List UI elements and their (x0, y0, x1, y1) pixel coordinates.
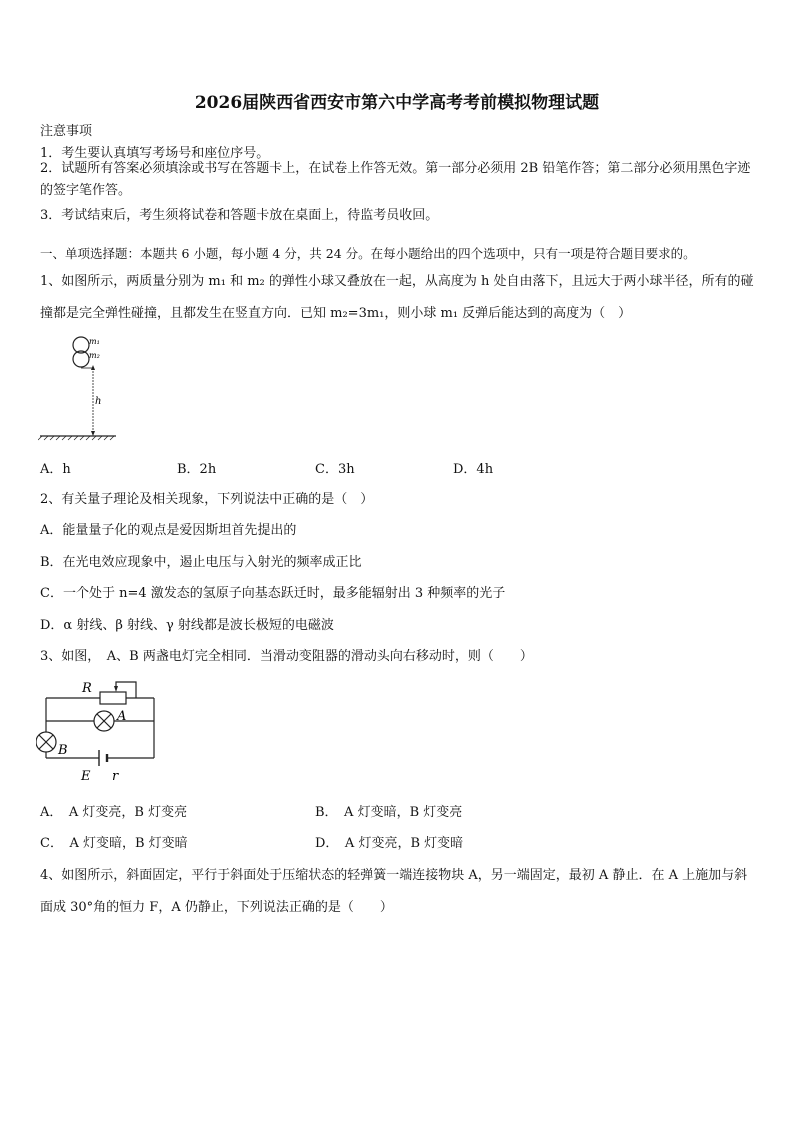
q1-option-c[interactable]: C．3h (315, 462, 355, 477)
q3-option-d[interactable]: D． A 灯变亮，B 灯变暗 (315, 836, 464, 851)
q2-option-c[interactable]: C．一个处于 n=4 激发态的氢原子向基态跃迁时，最多能辐射出 3 种频率的光子 (40, 586, 506, 601)
notice-heading: 注意事项 (40, 124, 93, 139)
m1-label: m₁ (89, 337, 100, 346)
q2-stem: 2、有关量子理论及相关现象，下列说法中正确的是（ ） (40, 492, 374, 507)
q4-stem: 4、如图所示，斜面固定，平行于斜面处于压缩状态的轻弹簧一端连接物块 A，另一端固定，最初 A 静止．在 A 上施加与斜面成 30°角的恒力 F，A 仍静止，下列说法正确的是（ ） (40, 868, 748, 915)
internal-r-label: r (112, 769, 119, 784)
q1-option-d[interactable]: D．4h (453, 462, 494, 477)
resistor-r (100, 692, 126, 704)
page-title: 2026届陕西省西安市第六中学高考考前模拟物理试题 (194, 93, 600, 113)
q1-option-a[interactable]: A．h (40, 462, 71, 477)
q1-option-b[interactable]: B．2h (177, 462, 217, 477)
q2-option-d[interactable]: D．α 射线、β 射线、γ 射线都是波长极短的电磁波 (40, 618, 334, 633)
e-label: E (81, 769, 91, 784)
notice-item-1: 1．考生要认真填写考场号和座位序号。 (40, 146, 270, 161)
q3-option-b[interactable]: B． A 灯变暗，B 灯变亮 (315, 805, 463, 820)
q3-circuit-figure (36, 676, 161, 786)
q3-option-a[interactable]: A． A 灯变亮，B 灯变亮 (40, 805, 188, 820)
m2-label: m₂ (89, 351, 100, 360)
q1-figure (38, 334, 118, 442)
q3-stem: 3、如图， A、B 两盏电灯完全相同．当滑动变阻器的滑动头向右移动时，则（ ） (40, 649, 533, 664)
q2-option-b[interactable]: B．在光电效应现象中，遏止电压与入射光的频率成正比 (40, 555, 362, 570)
notice-item-2: 2．试题所有答案必须填涂或书写在答题卡上，在试卷上作答无效。第一部分必须用 2B 铅笔作答；第二部分必须用黑色字迹的签字笔作答。 (40, 161, 751, 198)
h-label: h (95, 396, 102, 407)
r-label: R (82, 681, 92, 696)
a-label: A (117, 709, 127, 724)
notice-item-3: 3．考试结束后，考生须将试卷和答题卡放在桌面上，待监考员收回。 (40, 208, 439, 223)
q3-option-c[interactable]: C． A 灯变暗，B 灯变暗 (40, 836, 188, 851)
b-label: B (58, 743, 68, 758)
q1-stem: 1、如图所示，两质量分别为 m₁ 和 m₂ 的弹性小球又叠放在一起，从高度为 h 处自由落下，且远大于两小球半径，所有的碰撞都是完全弹性碰撞，且都发生在竖直方向．已知 m₂=3m₁，则小球 m₁ 反弹后能达到的高度为（ ） (40, 274, 754, 321)
q2-option-a[interactable]: A．能量量子化的观点是爱因斯坦首先提出的 (40, 523, 297, 538)
section-heading: 一、单项选择题：本题共 6 小题，每小题 4 分，共 24 分。在每小题给出的四个选项中，只有一项是符合题目要求的。 (40, 246, 696, 261)
